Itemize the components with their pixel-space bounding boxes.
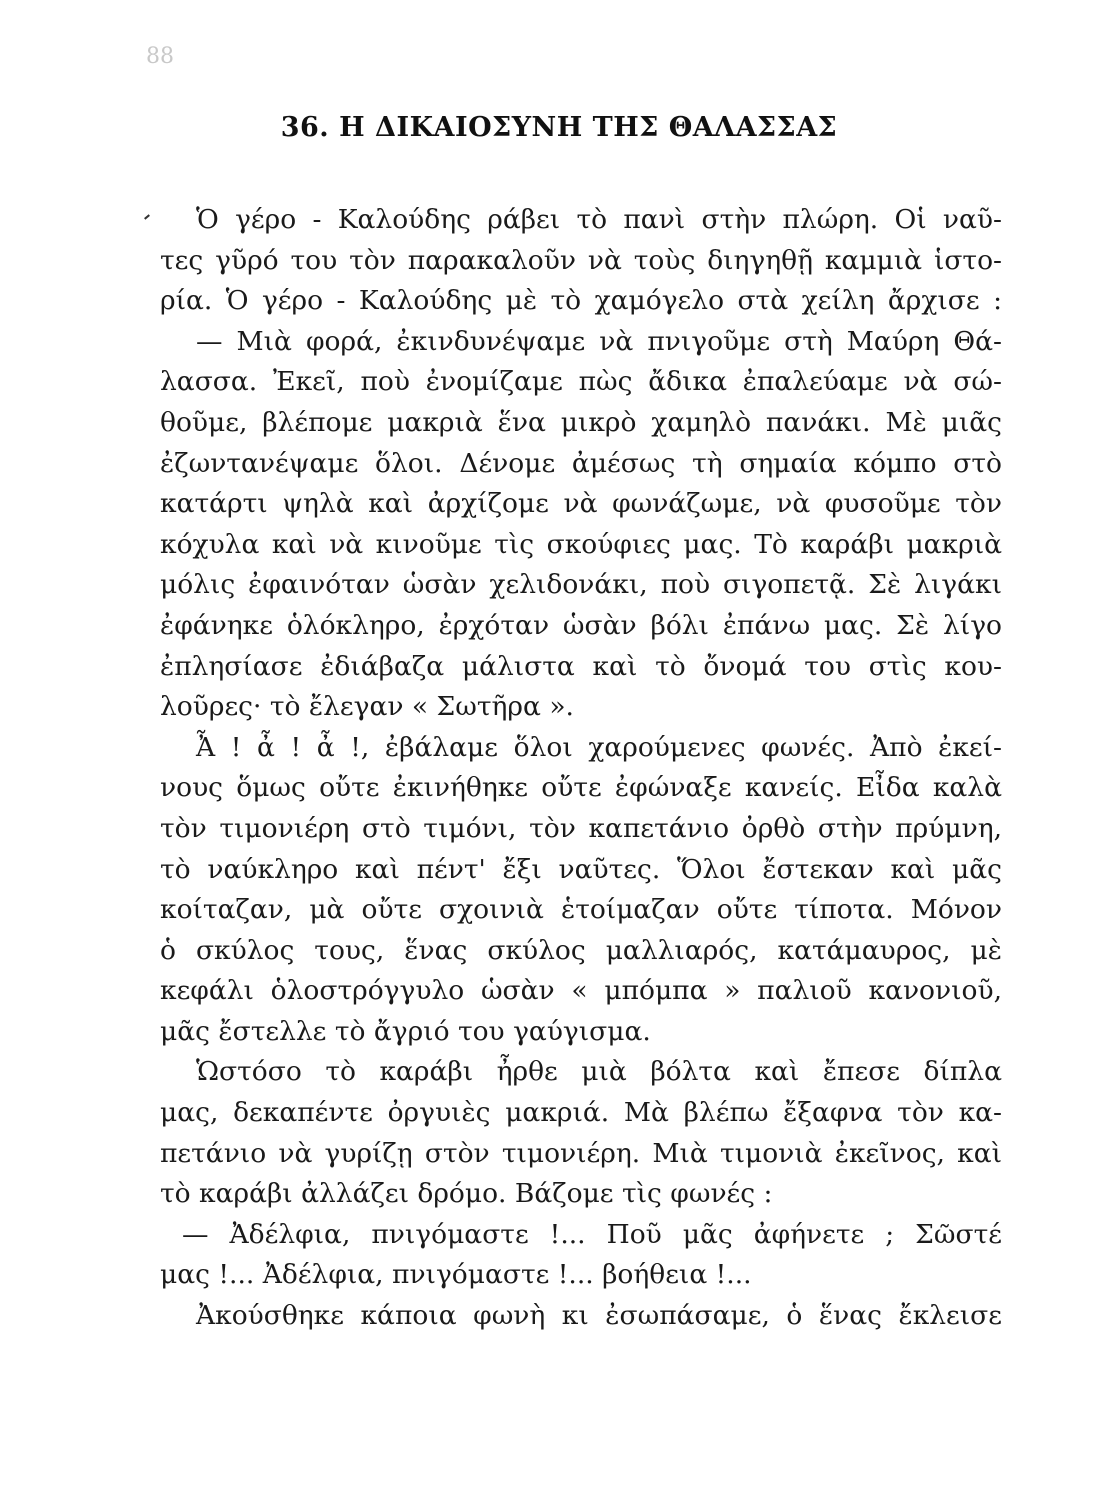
text-line: — Ἀδέλφια, πνιγόμαστε !... Ποῦ μᾶς ἀφήνετε ; Σῶστέ <box>182 1218 1002 1250</box>
text-line: λοῦρες· τὸ ἔλεγαν « Σωτῆρα ». <box>160 691 574 723</box>
text-line: μᾶς ἔστελλε τὸ ἄγριό του γαύγισμα. <box>160 1015 651 1047</box>
text-line: Ὁ γέρο - Καλούδης ράβει τὸ πανὶ στὴν πλώρη. Οἱ ναῦ- <box>196 204 1002 235</box>
text-line: μας !... Ἀδέλφια, πνιγόμαστε !... βοήθεια !... <box>160 1259 752 1291</box>
text-line: Ἀκούσθηκε κάποια φωνὴ κι ἐσωπάσαμε, ὁ ἕνας ἔκλεισε <box>196 1300 1002 1332</box>
text-line: λασσα. Ἐκεῖ, ποὺ ἐνομίζαμε πὼς ἄδικα ἐπαλεύαμε νὰ σώ- <box>160 366 1002 398</box>
text-line: Ὡστόσο τὸ καράβι ἦρθε μιὰ βόλτα καὶ ἔπεσε δίπλα <box>196 1056 1002 1088</box>
page-number: 88 <box>146 44 174 69</box>
text-line: κόχυλα καὶ νὰ κινοῦμε τὶς σκούφιες μας. Τὸ καράβι μακριὰ <box>160 528 1002 560</box>
story-text <box>160 200 1002 1337</box>
margin-mark <box>144 214 150 219</box>
text-line: κατάρτι ψηλὰ καὶ ἀρχίζομε νὰ φωνάζωμε, νὰ φυσοῦμε τὸν <box>160 488 1002 520</box>
text-line: νους ὅμως οὔτε ἐκινήθηκε οὔτε ἐφώναξε κανείς. Εἶδα καλὰ <box>160 772 1002 804</box>
text-line: τες γῦρό του τὸν παρακαλοῦν νὰ τοὺς διηγηθῇ καμμιὰ ἱστο- <box>160 244 1002 276</box>
text-line: ρία. Ὁ γέρο - Καλούδης μὲ τὸ χαμόγελο στὰ χείλη ἄρχισε : <box>160 285 1002 317</box>
text-line: ἐζωντανέψαμε ὅλοι. Δένομε ἀμέσως τὴ σημαία κόμπο στὸ <box>160 447 1002 479</box>
text-line: Ἆ ! ἆ ! ἆ !, ἐβάλαμε ὅλοι χαρούμενες φωνές. Ἀπὸ ἐκεί- <box>196 731 1002 763</box>
text-line: ἐπλησίασε ἐδιάβαζα μάλιστα καὶ τὸ ὄνομά του στὶς κου- <box>160 650 1002 682</box>
text-line: μόλις ἐφαινόταν ὡσὰν χελιδονάκι, ποὺ σιγοπετᾷ. Σὲ λιγάκι <box>160 569 1002 601</box>
text-line: κεφάλι ὁλοστρόγγυλο ὡσὰν « μπόμπα » παλιοῦ κανονιοῦ, <box>160 975 1002 1007</box>
text-line: τὸν τιμονιέρη στὸ τιμόνι, τὸν καπετάνιο ὀρθὸ στὴν πρύμνη, <box>160 812 1002 844</box>
text-line: μας, δεκαπέντε ὀργυιὲς μακριά. Μὰ βλέπω ἔξαφνα τὸν κα- <box>160 1097 1002 1129</box>
text-line: τὸ καράβι ἀλλάζει δρόμο. Βάζομε τὶς φωνές : <box>160 1178 773 1210</box>
text-line: θοῦμε, βλέπομε μακριὰ ἕνα μικρὸ χαμηλὸ πανάκι. Μὲ μιᾶς <box>160 406 1002 438</box>
text-line: πετάνιο νὰ γυρίζῃ στὸν τιμονιέρη. Μιὰ τιμονιὰ ἐκεῖνος, καὶ <box>160 1137 1002 1169</box>
text-line: ἐφάνηκε ὁλόκληρο, ἐρχόταν ὡσὰν βόλι ἐπάνω μας. Σὲ λίγο <box>160 609 1002 641</box>
chapter-title: 36. Η ΔΙΚΑΙΟΣΥΝΗ ΤΗΣ ΘΑΛΑΣΣΑΣ <box>280 112 838 143</box>
text-line: κοίταζαν, μὰ οὔτε σχοινιὰ ἑτοίμαζαν οὔτε τίποτα. Μόνον <box>160 894 1002 926</box>
text-line: — Μιὰ φορά, ἐκινδυνέψαμε νὰ πνιγοῦμε στὴ Μαύρη Θά- <box>196 325 1002 357</box>
text-line: ὁ σκύλος τους, ἕνας σκύλος μαλλιαρός, κατάμαυρος, μὲ <box>160 934 1002 966</box>
text-line: τὸ ναύκληρο καὶ πέντ' ἔξι ναῦτες. Ὅλοι ἔστεκαν καὶ μᾶς <box>160 853 1002 885</box>
